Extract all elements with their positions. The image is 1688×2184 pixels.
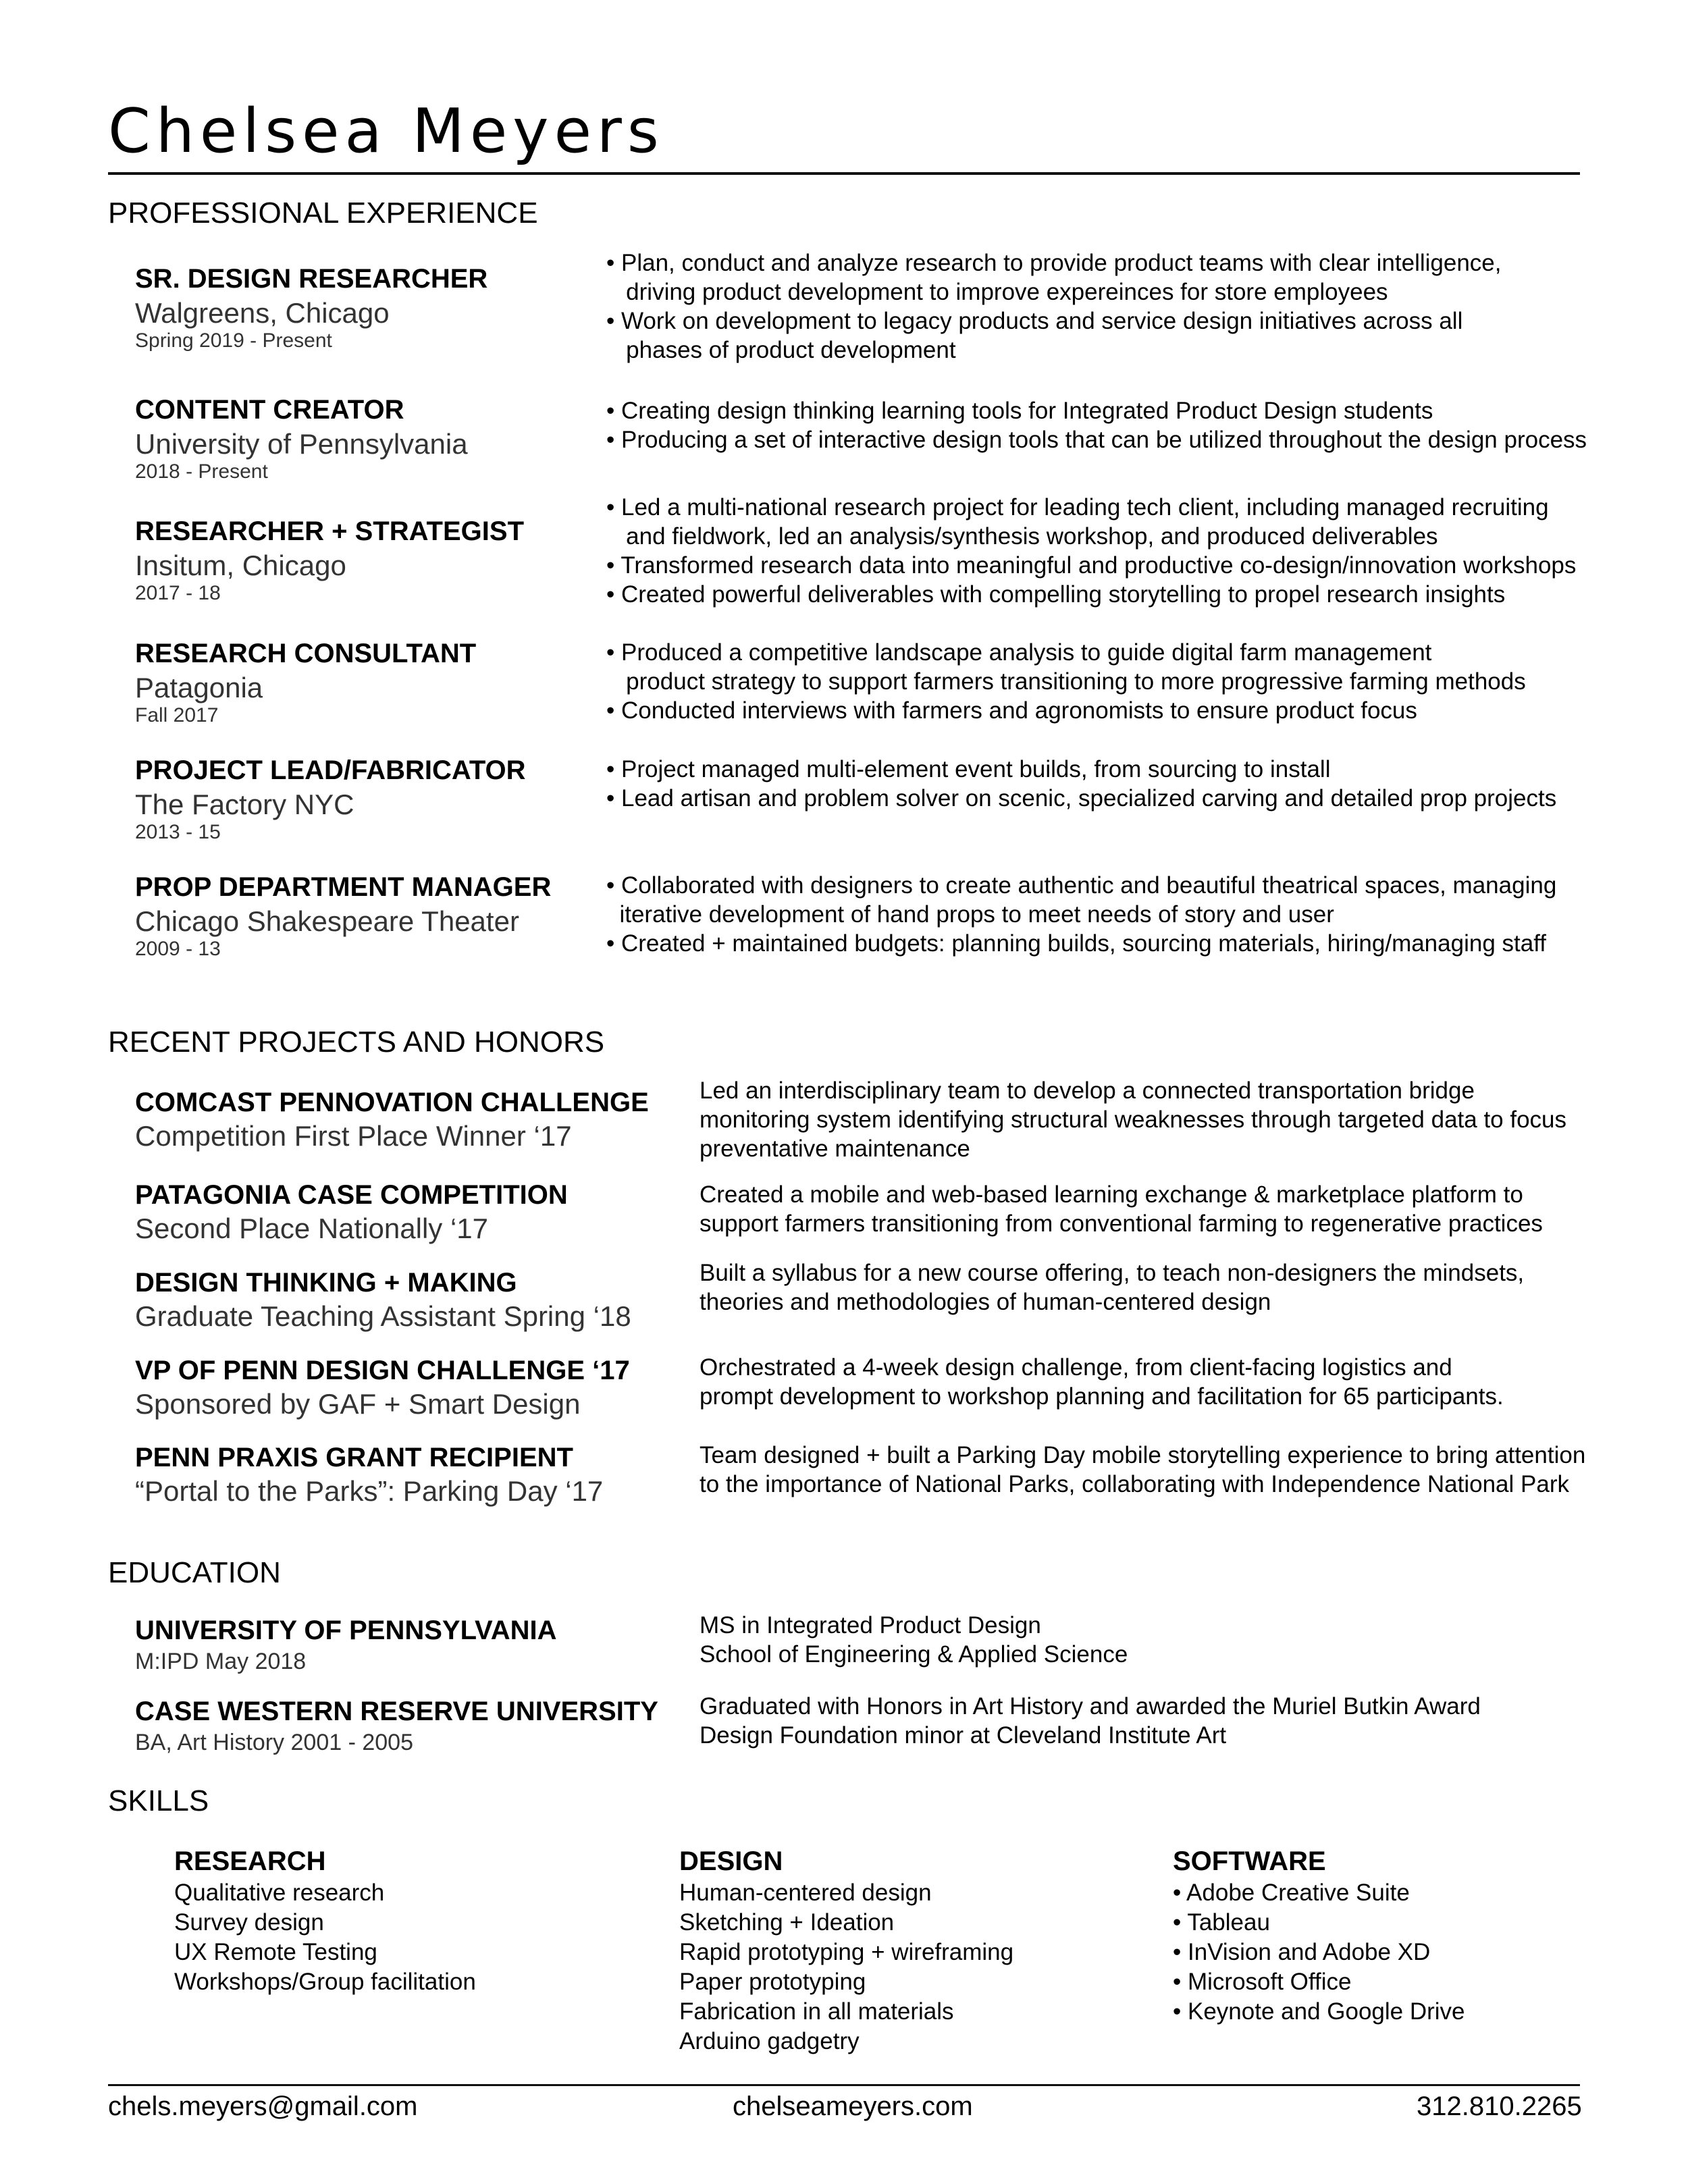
experience-dates: Fall 2017 bbox=[135, 704, 219, 726]
skills-heading-software: SOFTWARE bbox=[1173, 1846, 1326, 1876]
experience-dates: 2009 - 13 bbox=[135, 938, 221, 960]
education-school: CASE WESTERN RESERVE UNIVERSITY bbox=[135, 1697, 658, 1726]
experience-org: Patagonia bbox=[135, 672, 263, 703]
project-description: Built a syllabus for a new course offering, to teach non-designers the mindsets, theories and methodologies of human-centered design bbox=[700, 1260, 1525, 1315]
experience-dates: 2013 - 15 bbox=[135, 821, 221, 843]
experience-org: Chicago Shakespeare Theater bbox=[135, 905, 519, 937]
skills-heading-design: DESIGN bbox=[679, 1846, 783, 1876]
experience-title: SR. DESIGN RESEARCHER bbox=[135, 264, 488, 294]
experience-description: • Project managed multi-element event builds, from sourcing to install • Lead artisan and problem solver on scenic, specialized carving and detailed prop projects bbox=[606, 756, 1557, 811]
experience-title: RESEARCHER + STRATEGIST bbox=[135, 516, 524, 546]
contact-phone[interactable]: 312.810.2265 bbox=[1417, 2092, 1582, 2121]
education-detail: M:IPD May 2018 bbox=[135, 1649, 307, 1674]
project-title: COMCAST PENNOVATION CHALLENGE bbox=[135, 1088, 649, 1117]
project-description: Team designed + built a Parking Day mobile storytelling experience to bring attention to the importance of National Parks, collaborating with Independence National Park bbox=[700, 1442, 1586, 1497]
education-description: MS in Integrated Product Design School of Engineering & Applied Science bbox=[700, 1612, 1128, 1668]
education-description: Graduated with Honors in Art History and awarded the Muriel Butkin Award Design Foundation minor at Cleveland Institute Art bbox=[700, 1693, 1481, 1749]
header-divider bbox=[108, 172, 1580, 175]
project-subtitle: Second Place Nationally ‘17 bbox=[135, 1213, 488, 1244]
project-subtitle: Competition First Place Winner ‘17 bbox=[135, 1120, 572, 1152]
contact-website[interactable]: chelseameyers.com bbox=[733, 2092, 973, 2121]
experience-org: The Factory NYC bbox=[135, 789, 354, 820]
project-subtitle: Sponsored by GAF + Smart Design bbox=[135, 1388, 581, 1420]
project-description: Orchestrated a 4-week design challenge, from client-facing logistics and prompt development to workshop planning and facilitation for 65 participants. bbox=[700, 1354, 1504, 1410]
project-title: PENN PRAXIS GRANT RECIPIENT bbox=[135, 1443, 573, 1472]
education-detail: BA, Art History 2001 - 2005 bbox=[135, 1730, 413, 1755]
project-title: PATAGONIA CASE COMPETITION bbox=[135, 1180, 568, 1210]
experience-title: CONTENT CREATOR bbox=[135, 395, 404, 425]
section-title-experience: PROFESSIONAL EXPERIENCE bbox=[108, 196, 538, 230]
experience-title: RESEARCH CONSULTANT bbox=[135, 639, 477, 668]
experience-description: • Led a multi-national research project for leading tech client, including managed recruiting and fieldwork, led an analysis/synthesis workshop, and produced deliverables • Transformed research data into meaningful and productive co-design/innovation workshops • Created powerful deliverables with compelling storytelling to propel research insights bbox=[606, 494, 1577, 608]
skills-list-research: Qualitative research Survey design UX Remote Testing Workshops/Group facilitation bbox=[174, 1880, 476, 1995]
resume-name: Chelsea Meyers bbox=[108, 96, 664, 167]
experience-org: Walgreens, Chicago bbox=[135, 297, 390, 329]
section-title-projects: RECENT PROJECTS AND HONORS bbox=[108, 1026, 605, 1059]
experience-org: University of Pennsylvania bbox=[135, 428, 468, 460]
project-subtitle: “Portal to the Parks”: Parking Day ‘17 bbox=[135, 1475, 604, 1507]
experience-description: • Collaborated with designers to create authentic and beautiful theatrical spaces, managing iterative development of hand props to meet needs of story and user • Created + maintained budgets: planning builds, sourcing materials, hiring/managing staff bbox=[606, 872, 1557, 957]
section-title-skills: SKILLS bbox=[108, 1784, 209, 1817]
education-school: UNIVERSITY OF PENNSYLVANIA bbox=[135, 1616, 557, 1645]
project-title: DESIGN THINKING + MAKING bbox=[135, 1268, 517, 1298]
experience-org: Insitum, Chicago bbox=[135, 550, 346, 581]
project-title: VP OF PENN DESIGN CHALLENGE ‘17 bbox=[135, 1356, 630, 1385]
project-description: Created a mobile and web-based learning exchange & marketplace platform to support farmers transitioning from conventional farming to regenerative practices bbox=[700, 1181, 1543, 1237]
project-description: Led an interdisciplinary team to develop a connected transportation bridge monitoring system identifying structural weaknesses through targeted data to focus preventative maintenance bbox=[700, 1077, 1567, 1162]
footer-divider bbox=[108, 2084, 1580, 2086]
contact-email[interactable]: chels.meyers@gmail.com bbox=[108, 2092, 418, 2121]
experience-dates: 2018 - Present bbox=[135, 460, 268, 483]
experience-title: PROJECT LEAD/FABRICATOR bbox=[135, 755, 526, 785]
skills-heading-research: RESEARCH bbox=[174, 1846, 326, 1876]
experience-description: • Produced a competitive landscape analysis to guide digital farm management product strategy to support farmers transitioning to more progressive farming methods • Conducted interviews with farmers and agronomists to ensure product focus bbox=[606, 639, 1526, 724]
section-title-education: EDUCATION bbox=[108, 1556, 281, 1589]
experience-dates: 2017 - 18 bbox=[135, 582, 221, 604]
project-subtitle: Graduate Teaching Assistant Spring ‘18 bbox=[135, 1300, 631, 1332]
skills-list-design: Human-centered design Sketching + Ideation Rapid prototyping + wireframing Paper prototyping Fabrication in all materials Arduino gadgetry bbox=[679, 1880, 1014, 2054]
experience-title: PROP DEPARTMENT MANAGER bbox=[135, 872, 552, 902]
experience-description: • Creating design thinking learning tools for Integrated Product Design students • Producing a set of interactive design tools that can be utilized throughout the design process bbox=[606, 398, 1587, 453]
skills-list-software: • Adobe Creative Suite • Tableau • InVision and Adobe XD • Microsoft Office • Keynote and Google Drive bbox=[1173, 1880, 1465, 2025]
experience-description: • Plan, conduct and analyze research to provide product teams with clear intelligence, driving product development to improve expereinces for store employees • Work on development to legacy products and service design initiatives across all phases of product development bbox=[606, 250, 1502, 363]
experience-dates: Spring 2019 - Present bbox=[135, 329, 332, 352]
